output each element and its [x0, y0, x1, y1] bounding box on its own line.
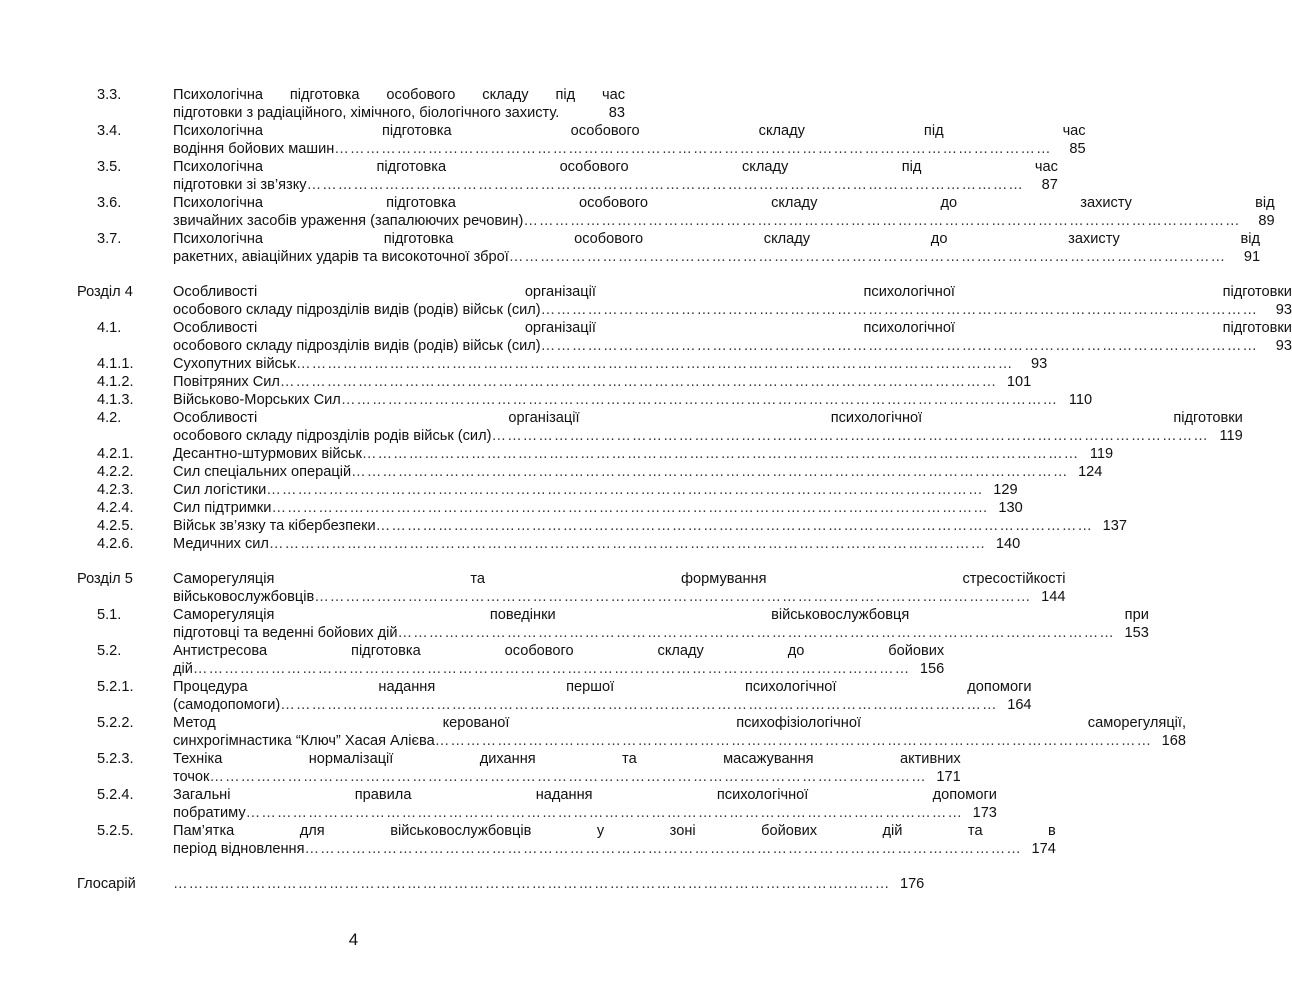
toc-entry-number: 3.3. — [97, 87, 122, 103]
toc-entry-number: 4.2. — [97, 410, 122, 426]
toc-entry-body — [173, 373, 1031, 391]
toc-entry-page: 173 — [972, 805, 997, 821]
toc-entry-title-line: Техніка нормалізації дихання та масажування активних — [173, 751, 961, 767]
toc-entry-page: 101 — [1006, 374, 1032, 390]
toc-entry-number: 5.2.4. — [97, 787, 134, 803]
toc-entry-page: 153 — [1124, 625, 1149, 641]
toc-entry-body — [173, 319, 1292, 355]
toc-entry-last-line — [173, 768, 961, 786]
toc-entry — [77, 463, 1103, 481]
toc-entry-last-line — [173, 104, 625, 122]
toc-entry-title-line: Психологічна підготовка особового складу під час — [173, 87, 625, 103]
toc-entry-number: Глосарій — [77, 876, 136, 892]
toc-entry-number: 3.7. — [97, 231, 122, 247]
toc-entry-page: 137 — [1102, 518, 1127, 534]
toc-entry-body — [173, 678, 1032, 714]
dot-leader — [296, 355, 1013, 373]
toc-entry-title-line: Саморегуляція поведінки військовослужбовця при — [173, 607, 1149, 623]
table-of-contents — [77, 86, 1292, 893]
toc-entry-title-line: Особливості організації психологічної підготовки — [173, 284, 1292, 300]
toc-entry-title-line: Психологічна підготовка особового складу до захисту від — [173, 231, 1261, 247]
toc-entry-title-line: Антистресова підготовка особового складу до бойових — [173, 643, 945, 659]
toc-entry — [77, 786, 997, 822]
toc-entry-page: 93 — [1275, 302, 1292, 318]
toc-entry-number: Розділ 4 — [77, 284, 133, 300]
toc-entry-body — [173, 875, 924, 893]
toc-entry-title-end: точок — [173, 769, 210, 785]
toc-entry-title-end: військовослужбовців — [173, 589, 315, 605]
toc-entry-title-end: Військово-Морських Сил — [173, 392, 341, 408]
toc-entry-body — [173, 122, 1086, 158]
dot-leader — [209, 768, 926, 786]
toc-entry-last-line — [173, 660, 944, 678]
toc-entry-body — [173, 642, 944, 678]
dot-leader — [435, 732, 1152, 750]
toc-entry-last-line — [173, 875, 924, 893]
toc-entry-body — [173, 409, 1243, 445]
toc-entry-body — [173, 535, 1020, 553]
toc-entry — [77, 750, 961, 786]
toc-entry-body — [173, 86, 625, 122]
toc-entry-page: 164 — [1007, 697, 1032, 713]
toc-entry-last-line — [173, 588, 1066, 606]
toc-entry-page: 119 — [1219, 428, 1243, 444]
toc-entry — [77, 570, 1066, 606]
toc-entry-number: 4.1.1. — [97, 356, 134, 372]
dot-leader — [280, 373, 997, 391]
toc-entry-title-end: дій — [173, 661, 193, 677]
toc-entry — [77, 122, 1086, 158]
toc-entry-page: 83 — [608, 105, 625, 121]
toc-entry-title-line: Психологічна підготовка особового складу під час — [173, 123, 1086, 139]
toc-entry-title-end: звичайних засобів ураження (запалюючих речовин) — [173, 213, 524, 229]
toc-entry-page: 87 — [1041, 177, 1058, 193]
toc-entry-title-end: підготовки з радіаційного, хімічного, біологічного захисту. — [173, 105, 560, 121]
toc-entry-number: 3.5. — [97, 159, 122, 175]
toc-entry-title-end: Десантно-штурмових військ — [173, 446, 362, 462]
toc-entry — [77, 535, 1021, 553]
toc-entry — [77, 319, 1292, 355]
dot-leader — [173, 875, 890, 893]
toc-entry-page: 129 — [993, 482, 1018, 498]
dot-leader — [314, 588, 1031, 606]
page-number: 4 — [348, 930, 359, 949]
toc-entry — [77, 714, 1187, 750]
toc-entry-body — [173, 194, 1275, 230]
toc-entry-title-line: Психологічна підготовка особового складу до захисту від — [173, 195, 1275, 211]
toc-entry-title-line: Пам’ятка для військовослужбовців у зоні бойових дій та в — [173, 823, 1056, 839]
dot-leader — [193, 660, 910, 678]
toc-entry-title-end: особового складу підрозділів родів військ (сил) — [173, 428, 492, 444]
toc-entry-last-line — [173, 463, 1102, 481]
toc-entry — [77, 875, 925, 893]
toc-entry-number: 4.2.3. — [97, 482, 134, 498]
dot-leader — [523, 212, 1240, 230]
toc-entry — [77, 481, 1018, 499]
dot-leader — [307, 176, 1024, 194]
toc-entry — [77, 391, 1093, 409]
toc-entry-title-line: Особливості організації психологічної підготовки — [173, 320, 1292, 336]
toc-entry — [77, 678, 1032, 714]
toc-entry-title-end: Сил спеціальних операцій — [173, 464, 352, 480]
dot-leader — [246, 804, 963, 822]
toc-entry-title-line: Загальні правила надання психологічної допомоги — [173, 787, 997, 803]
toc-entry-last-line — [173, 840, 1056, 858]
toc-entry-last-line — [173, 445, 1113, 463]
toc-entry-page: 168 — [1161, 733, 1187, 749]
toc-entry-title-end: (самодопомоги) — [173, 697, 281, 713]
toc-entry-last-line — [173, 499, 1023, 517]
toc-entry-page: 89 — [1258, 213, 1275, 229]
toc-entry-title-end: ракетних, авіаційних ударів та високоточної зброї — [173, 249, 509, 265]
toc-entry-body — [173, 481, 1018, 499]
toc-entry — [77, 355, 1048, 373]
toc-entry-title-end: синхрогімнастика “Ключ” Хасая Алієва — [173, 733, 435, 749]
toc-entry-number: 4.1.2. — [97, 374, 134, 390]
toc-entry-title-end: Повітряних Сил — [173, 374, 280, 390]
toc-entry-number: 5.2.5. — [97, 823, 134, 839]
toc-entry-page: 85 — [1069, 141, 1086, 157]
toc-entry-title-end: Сил логістики — [173, 482, 267, 498]
toc-entry-last-line — [173, 212, 1275, 230]
toc-entry — [77, 642, 945, 678]
toc-entry-title-end: водіння бойових машин — [173, 141, 335, 157]
toc-entry-title-end: Сухопутних військ — [173, 356, 296, 372]
dot-leader — [491, 427, 1208, 445]
toc-entry-last-line — [173, 732, 1186, 750]
toc-entry-number: 4.2.5. — [97, 518, 134, 534]
toc-entry-number: 5.1. — [97, 607, 122, 623]
toc-entry-page: 110 — [1068, 392, 1093, 408]
toc-entry-body — [173, 570, 1066, 606]
toc-entry-body — [173, 158, 1058, 194]
toc-entry — [77, 283, 1292, 319]
toc-entry-page: 176 — [899, 876, 925, 892]
dot-leader — [376, 517, 1093, 535]
toc-entry-title-line: Метод керованої психофізіологічної саморегуляції, — [173, 715, 1187, 731]
toc-entry-title-end: особового складу підрозділів видів (родів) військ (сил) — [173, 302, 541, 318]
toc-entry-title-line: Процедура надання першої психологічної допомоги — [173, 679, 1032, 695]
toc-entry-number: 3.6. — [97, 195, 122, 211]
toc-entry — [77, 499, 1023, 517]
toc-entry-page: 171 — [936, 769, 961, 785]
dot-leader — [398, 624, 1115, 642]
toc-entry-body — [173, 714, 1186, 750]
toc-entry-number: 4.2.2. — [97, 464, 134, 480]
toc-entry-body — [173, 517, 1127, 535]
toc-entry-last-line — [173, 624, 1149, 642]
toc-entry-body — [173, 822, 1056, 858]
dot-leader — [271, 499, 988, 517]
dot-leader — [341, 391, 1058, 409]
toc-entry-page: 140 — [995, 536, 1021, 552]
toc-entry — [77, 194, 1275, 230]
toc-entry-last-line — [173, 355, 1047, 373]
dot-leader — [305, 840, 1022, 858]
toc-entry-last-line — [173, 373, 1031, 391]
toc-entry-number: 4.1. — [97, 320, 122, 336]
toc-entry-number: 5.2.1. — [97, 679, 134, 695]
toc-entry-last-line — [173, 248, 1260, 266]
toc-entry-page: 93 — [1031, 356, 1048, 372]
toc-entry-body — [173, 445, 1113, 463]
toc-entry-last-line — [173, 427, 1243, 445]
toc-entry-body — [173, 283, 1292, 319]
toc-entry-last-line — [173, 481, 1018, 499]
toc-entry-page: 124 — [1078, 464, 1103, 480]
toc-entry-title-line: Особливості організації психологічної підготовки — [173, 410, 1243, 426]
toc-entry-title-line: Саморегуляція та формування стресостійкості — [173, 571, 1066, 587]
toc-entry-title-end: особового складу підрозділів видів (родів) військ (сил) — [173, 338, 541, 354]
toc-entry-last-line — [173, 696, 1032, 714]
toc-entry-body — [173, 786, 997, 822]
toc-entry — [77, 445, 1114, 463]
toc-entry-title-end: підготовці та веденні бойових дій — [173, 625, 398, 641]
toc-entry — [77, 606, 1149, 642]
toc-entry-title-end: період відновлення — [173, 841, 305, 857]
toc-entry-title-line: Психологічна підготовка особового складу під час — [173, 159, 1058, 175]
toc-entry-number: 4.2.6. — [97, 536, 134, 552]
toc-entry-last-line — [173, 804, 997, 822]
toc-entry — [77, 158, 1058, 194]
toc-entry-last-line — [173, 140, 1086, 158]
toc-entry-number: 4.1.3. — [97, 392, 134, 408]
toc-entry-page: 144 — [1041, 589, 1066, 605]
toc-entry-number: 5.2.2. — [97, 715, 134, 731]
toc-entry-last-line — [173, 391, 1092, 409]
toc-entry-page: 174 — [1031, 841, 1056, 857]
toc-entry-page: 156 — [919, 661, 945, 677]
toc-entry-last-line — [173, 535, 1020, 553]
toc-entry-page: 91 — [1243, 249, 1261, 265]
toc-entry-number: 4.2.4. — [97, 500, 134, 516]
dot-leader — [351, 463, 1068, 481]
dot-leader — [541, 301, 1258, 319]
toc-entry-number: 5.2.3. — [97, 751, 134, 767]
toc-entry-number: Розділ 5 — [77, 571, 133, 587]
toc-entry-last-line — [173, 301, 1292, 319]
toc-entry-body — [173, 391, 1092, 409]
toc-entry-title-end: побратиму — [173, 805, 246, 821]
toc-entry-number: 4.2.1. — [97, 446, 134, 462]
toc-entry — [77, 409, 1243, 445]
toc-entry-body — [173, 499, 1023, 517]
toc-entry-page: 93 — [1275, 338, 1292, 354]
toc-entry-number: 3.4. — [97, 123, 122, 139]
toc-entry-body — [173, 750, 961, 786]
toc-entry — [77, 86, 625, 122]
dot-leader — [266, 481, 983, 499]
toc-entry-number: 5.2. — [97, 643, 122, 659]
toc-entry-title-end: Військ зв’язку та кібербезпеки — [173, 518, 376, 534]
dot-leader — [334, 140, 1051, 158]
toc-entry — [77, 517, 1127, 535]
toc-entry — [77, 373, 1032, 391]
toc-entry — [77, 822, 1056, 858]
toc-entry-title-end: підготовки зі зв’язку — [173, 177, 307, 193]
toc-entry — [77, 230, 1261, 266]
toc-entry-body — [173, 230, 1260, 266]
toc-entry-body — [173, 463, 1102, 481]
toc-entry-title-end: Медичних сил — [173, 536, 269, 552]
toc-entry-last-line — [173, 517, 1127, 535]
dot-leader — [269, 535, 986, 553]
toc-entry-last-line — [173, 176, 1058, 194]
toc-entry-last-line — [173, 337, 1292, 355]
toc-entry-page: 119 — [1089, 446, 1114, 462]
toc-entry-page: 130 — [998, 500, 1023, 516]
toc-entry-title-end: Сил підтримки — [173, 500, 272, 516]
dot-leader — [509, 248, 1226, 266]
dot-leader — [541, 337, 1258, 355]
dot-leader — [280, 696, 997, 714]
toc-entry-body — [173, 606, 1149, 642]
dot-leader — [362, 445, 1079, 463]
toc-entry-body — [173, 355, 1047, 373]
